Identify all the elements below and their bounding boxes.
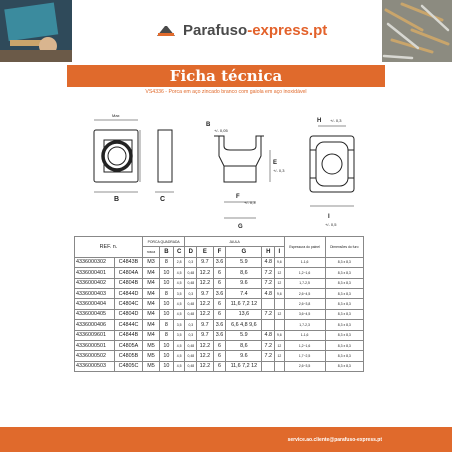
table-cell: 3,5 <box>173 320 185 330</box>
table-cell: 4.8 <box>262 330 275 340</box>
table-cell: 8,3 x 8,3 <box>325 309 363 319</box>
tools-photo <box>0 0 72 62</box>
col-gaiola: JAULA <box>185 237 284 247</box>
table-cell: 12.2 <box>197 361 213 371</box>
table-cell: 0,48 <box>185 278 197 288</box>
table-cell: 4336000404 <box>75 299 115 309</box>
table-cell: 12.2 <box>197 351 213 361</box>
table-cell: 4336000403 <box>75 288 115 298</box>
table-cell: 11,6 7,2 12 <box>226 361 262 371</box>
table-row <box>75 278 364 288</box>
table-cell: 4336009601 <box>75 330 115 340</box>
table-cell: 8 <box>160 330 174 340</box>
table-cell: 9.7 <box>197 320 213 330</box>
table-cell: 12 <box>275 340 284 350</box>
table-cell: 10 <box>160 299 174 309</box>
table-cell: 8,3 x 8,3 <box>325 351 363 361</box>
col-e: E <box>197 247 213 257</box>
table-cell: 9.7 <box>197 330 213 340</box>
table-cell: 4,5 <box>173 361 185 371</box>
technical-drawings <box>74 106 382 236</box>
table-cell: 6 <box>213 351 226 361</box>
table-cell: 0,3 <box>185 288 197 298</box>
brand-main: Parafuso <box>183 22 248 39</box>
table-cell: C4804D <box>115 309 143 319</box>
table-cell: 5.9 <box>226 330 262 340</box>
table-row <box>75 330 364 340</box>
table-cell: 8,6 <box>226 340 262 350</box>
table-cell: 4336000405 <box>75 309 115 319</box>
table-cell <box>262 320 275 330</box>
table-cell: M4 <box>142 330 159 340</box>
table-cell: 12.2 <box>197 340 213 350</box>
table-cell: 1,7-2,5 <box>284 278 325 288</box>
b-side-label: B <box>206 122 211 128</box>
col-g: G <box>226 247 262 257</box>
product-subtitle: VS4336 - Porca em aço zincado branco com gaiola em aço inoxidável <box>145 89 307 95</box>
table-row <box>75 268 364 278</box>
table-cell: 4,5 <box>173 351 185 361</box>
table-cell: 9,6 <box>275 288 284 298</box>
table-cell: 6 <box>213 299 226 309</box>
table-cell: M4 <box>142 268 159 278</box>
col-f: F <box>213 247 226 257</box>
table-row <box>75 351 364 361</box>
e-label: E <box>273 160 278 166</box>
table-cell: 4336000501 <box>75 340 115 350</box>
table-cell: 6 <box>213 340 226 350</box>
col-furo: Dimensões do furo <box>325 237 363 258</box>
table-cell: 0,48 <box>185 351 197 361</box>
table-cell: M4 <box>142 288 159 298</box>
table-row <box>75 361 364 371</box>
f-label: F <box>236 194 240 200</box>
table-cell: 9,6 <box>275 257 284 267</box>
table-cell: 1-1,6 <box>284 257 325 267</box>
cage-front-view <box>310 126 354 206</box>
table-cell: 9.7 <box>197 288 213 298</box>
table-cell: 1,2~1,6 <box>284 340 325 350</box>
table-cell: 8,3 x 8,3 <box>325 340 363 350</box>
table-cell: M4 <box>142 309 159 319</box>
table-cell: 3,5 <box>173 330 185 340</box>
table-cell: 1,7-2,3 <box>284 320 325 330</box>
col-ref: REF. n. <box>75 237 143 258</box>
table-cell: 1-1,6 <box>284 330 325 340</box>
table-cell: 1,7~2,5 <box>284 351 325 361</box>
table-cell: C4805B <box>115 351 143 361</box>
table-cell: 12.2 <box>197 268 213 278</box>
table-cell: 0,48 <box>185 309 197 319</box>
table-cell: C4844B <box>115 330 143 340</box>
h-tolerance: +/- 0,3 <box>330 118 342 123</box>
brand-suffix: -express.pt <box>247 22 328 39</box>
table-cell: 3,6~4,5 <box>284 309 325 319</box>
footer-email[interactable]: service.ao.cliente@parafuso-express.pt <box>287 437 382 443</box>
table-cell: 9.6 <box>226 351 262 361</box>
table-cell: 4336000502 <box>75 351 115 361</box>
table-row <box>75 288 364 298</box>
col-h: H <box>262 247 275 257</box>
spec-table <box>74 236 364 372</box>
table-cell: 7.2 <box>262 268 275 278</box>
col-porca: PORCA QUADRADA <box>142 237 185 247</box>
logo-screw-icon <box>155 24 177 38</box>
table-cell: 4336000401 <box>75 268 115 278</box>
table-cell <box>275 361 284 371</box>
table-cell: 0,48 <box>185 340 197 350</box>
table-cell: 1,2~1,6 <box>284 268 325 278</box>
table-cell: 9.7 <box>197 257 213 267</box>
table-cell: M4 <box>142 320 159 330</box>
table-cell: 7.2 <box>262 309 275 319</box>
table-cell: 12 <box>275 268 284 278</box>
table-cell: 8,3 x 8,3 <box>325 268 363 278</box>
col-d: D <box>185 247 197 257</box>
table-row <box>75 309 364 319</box>
table-cell: 10 <box>160 268 174 278</box>
e-tolerance: +/- 0,3 <box>273 168 285 173</box>
table-cell: 12 <box>275 278 284 288</box>
table-cell: 8,6 <box>226 268 262 278</box>
table-cell: 0,3 <box>185 330 197 340</box>
nut-top-view <box>94 120 140 192</box>
table-cell: 12 <box>275 351 284 361</box>
table-cell: 8,3 x 8,3 <box>325 257 363 267</box>
table-cell: 10 <box>160 351 174 361</box>
table-cell: M5 <box>142 340 159 350</box>
b-top-label: B <box>114 196 120 203</box>
table-cell: 4,5 <box>173 340 185 350</box>
table-cell: 8,3 x 8,3 <box>325 278 363 288</box>
table-cell: 10 <box>160 278 174 288</box>
table-cell: 2,6~3,5 <box>284 361 325 371</box>
col-i: I <box>275 247 284 257</box>
table-cell: M4 <box>142 278 159 288</box>
table-cell: 8,3 x 8,3 <box>325 320 363 330</box>
table-cell: 6 <box>213 361 226 371</box>
table-cell: 3.6 <box>213 330 226 340</box>
table-cell: C4805C <box>115 361 143 371</box>
page-title: Ficha técnica <box>67 65 385 87</box>
table-cell: 4336000302 <box>75 257 115 267</box>
f-tolerance: +/- 0,3 <box>244 200 256 205</box>
cage-side-view <box>214 136 270 218</box>
table-cell: 12 <box>275 309 284 319</box>
table-cell: 8 <box>160 320 174 330</box>
table-cell: 6 <box>213 309 226 319</box>
i-label: I <box>328 214 330 220</box>
table-cell: 4.8 <box>262 288 275 298</box>
table-cell: 3.6 <box>213 288 226 298</box>
table-cell <box>275 299 284 309</box>
table-cell: 2,6~3,8 <box>284 299 325 309</box>
table-cell: 8,3 x 8,3 <box>325 361 363 371</box>
table-cell: 4336000402 <box>75 278 115 288</box>
table-cell: 8 <box>160 288 174 298</box>
table-cell: 4,5 <box>173 278 185 288</box>
table-cell: 4,5 <box>173 299 185 309</box>
table-cell: 10 <box>160 309 174 319</box>
table-cell: 3.6 <box>213 257 226 267</box>
col-c: C <box>173 247 185 257</box>
table-cell: M3 <box>142 257 159 267</box>
table-cell <box>275 320 284 330</box>
table-cell: 3.6 <box>213 320 226 330</box>
table-cell: 12.2 <box>197 309 213 319</box>
table-cell: 6,6 4,8 9,6 <box>226 320 262 330</box>
table-cell: 7.2 <box>262 351 275 361</box>
table-cell: 9,6 <box>275 330 284 340</box>
i-tolerance: +/- 0,5 <box>325 222 337 227</box>
nut-side-view <box>155 130 174 192</box>
col-espessura: Espessura do painel <box>284 237 325 258</box>
table-cell: 0,3 <box>185 320 197 330</box>
table-cell: 2,8 <box>173 257 185 267</box>
table-cell: 13,6 <box>226 309 262 319</box>
table-cell: 9.6 <box>226 278 262 288</box>
table-cell: 7.4 <box>226 288 262 298</box>
col-b: B <box>160 247 174 257</box>
table-cell: 6 <box>213 268 226 278</box>
max-label: Max <box>112 113 120 118</box>
table-cell: 10 <box>160 340 174 350</box>
col-rosca: rosca <box>142 247 159 257</box>
table-cell: C4804B <box>115 278 143 288</box>
table-cell: 4.8 <box>262 257 275 267</box>
h-label: H <box>317 118 322 124</box>
screws-photo <box>382 0 452 62</box>
table-cell: 5.9 <box>226 257 262 267</box>
table-cell: 8,3 x 8,3 <box>325 288 363 298</box>
table-cell: 0,48 <box>185 268 197 278</box>
spec-table-body <box>75 257 364 371</box>
table-cell: C4843B <box>115 257 143 267</box>
table-row <box>75 299 364 309</box>
table-cell: C4804C <box>115 299 143 309</box>
table-cell: 3,5 <box>173 288 185 298</box>
table-cell: 7.2 <box>262 340 275 350</box>
table-cell: 7.2 <box>262 278 275 288</box>
table-cell: 4336000503 <box>75 361 115 371</box>
g-label: G <box>238 224 243 230</box>
table-row <box>75 257 364 267</box>
table-cell: 6 <box>213 278 226 288</box>
table-cell: 10 <box>160 361 174 371</box>
table-cell <box>262 361 275 371</box>
table-cell: 8,3 x 8,3 <box>325 330 363 340</box>
table-cell: 0,3 <box>185 257 197 267</box>
b-tolerance: +/- 0,05 <box>214 128 228 133</box>
table-cell: 0,48 <box>185 299 197 309</box>
table-cell: C4804A <box>115 268 143 278</box>
table-cell: C4844C <box>115 320 143 330</box>
table-row <box>75 320 364 330</box>
table-cell: 2,6~4,5 <box>284 288 325 298</box>
table-cell: M5 <box>142 351 159 361</box>
table-cell: 4336000406 <box>75 320 115 330</box>
table-cell: C4844D <box>115 288 143 298</box>
table-cell: C4805A <box>115 340 143 350</box>
table-cell: 8,3 x 8,3 <box>325 299 363 309</box>
c-side-label: C <box>160 196 166 203</box>
brand-logo[interactable] <box>155 22 327 39</box>
table-cell: 4,5 <box>173 309 185 319</box>
table-cell: 12.2 <box>197 299 213 309</box>
table-cell: 4,5 <box>173 268 185 278</box>
table-cell: 11,6 7,2 12 <box>226 299 262 309</box>
table-cell: M4 <box>142 299 159 309</box>
table-cell: 0,48 <box>185 361 197 371</box>
table-row <box>75 340 364 350</box>
table-cell: 8 <box>160 257 174 267</box>
table-cell: 12.2 <box>197 278 213 288</box>
footer-bar <box>0 427 452 452</box>
table-cell: M5 <box>142 361 159 371</box>
table-cell <box>262 299 275 309</box>
